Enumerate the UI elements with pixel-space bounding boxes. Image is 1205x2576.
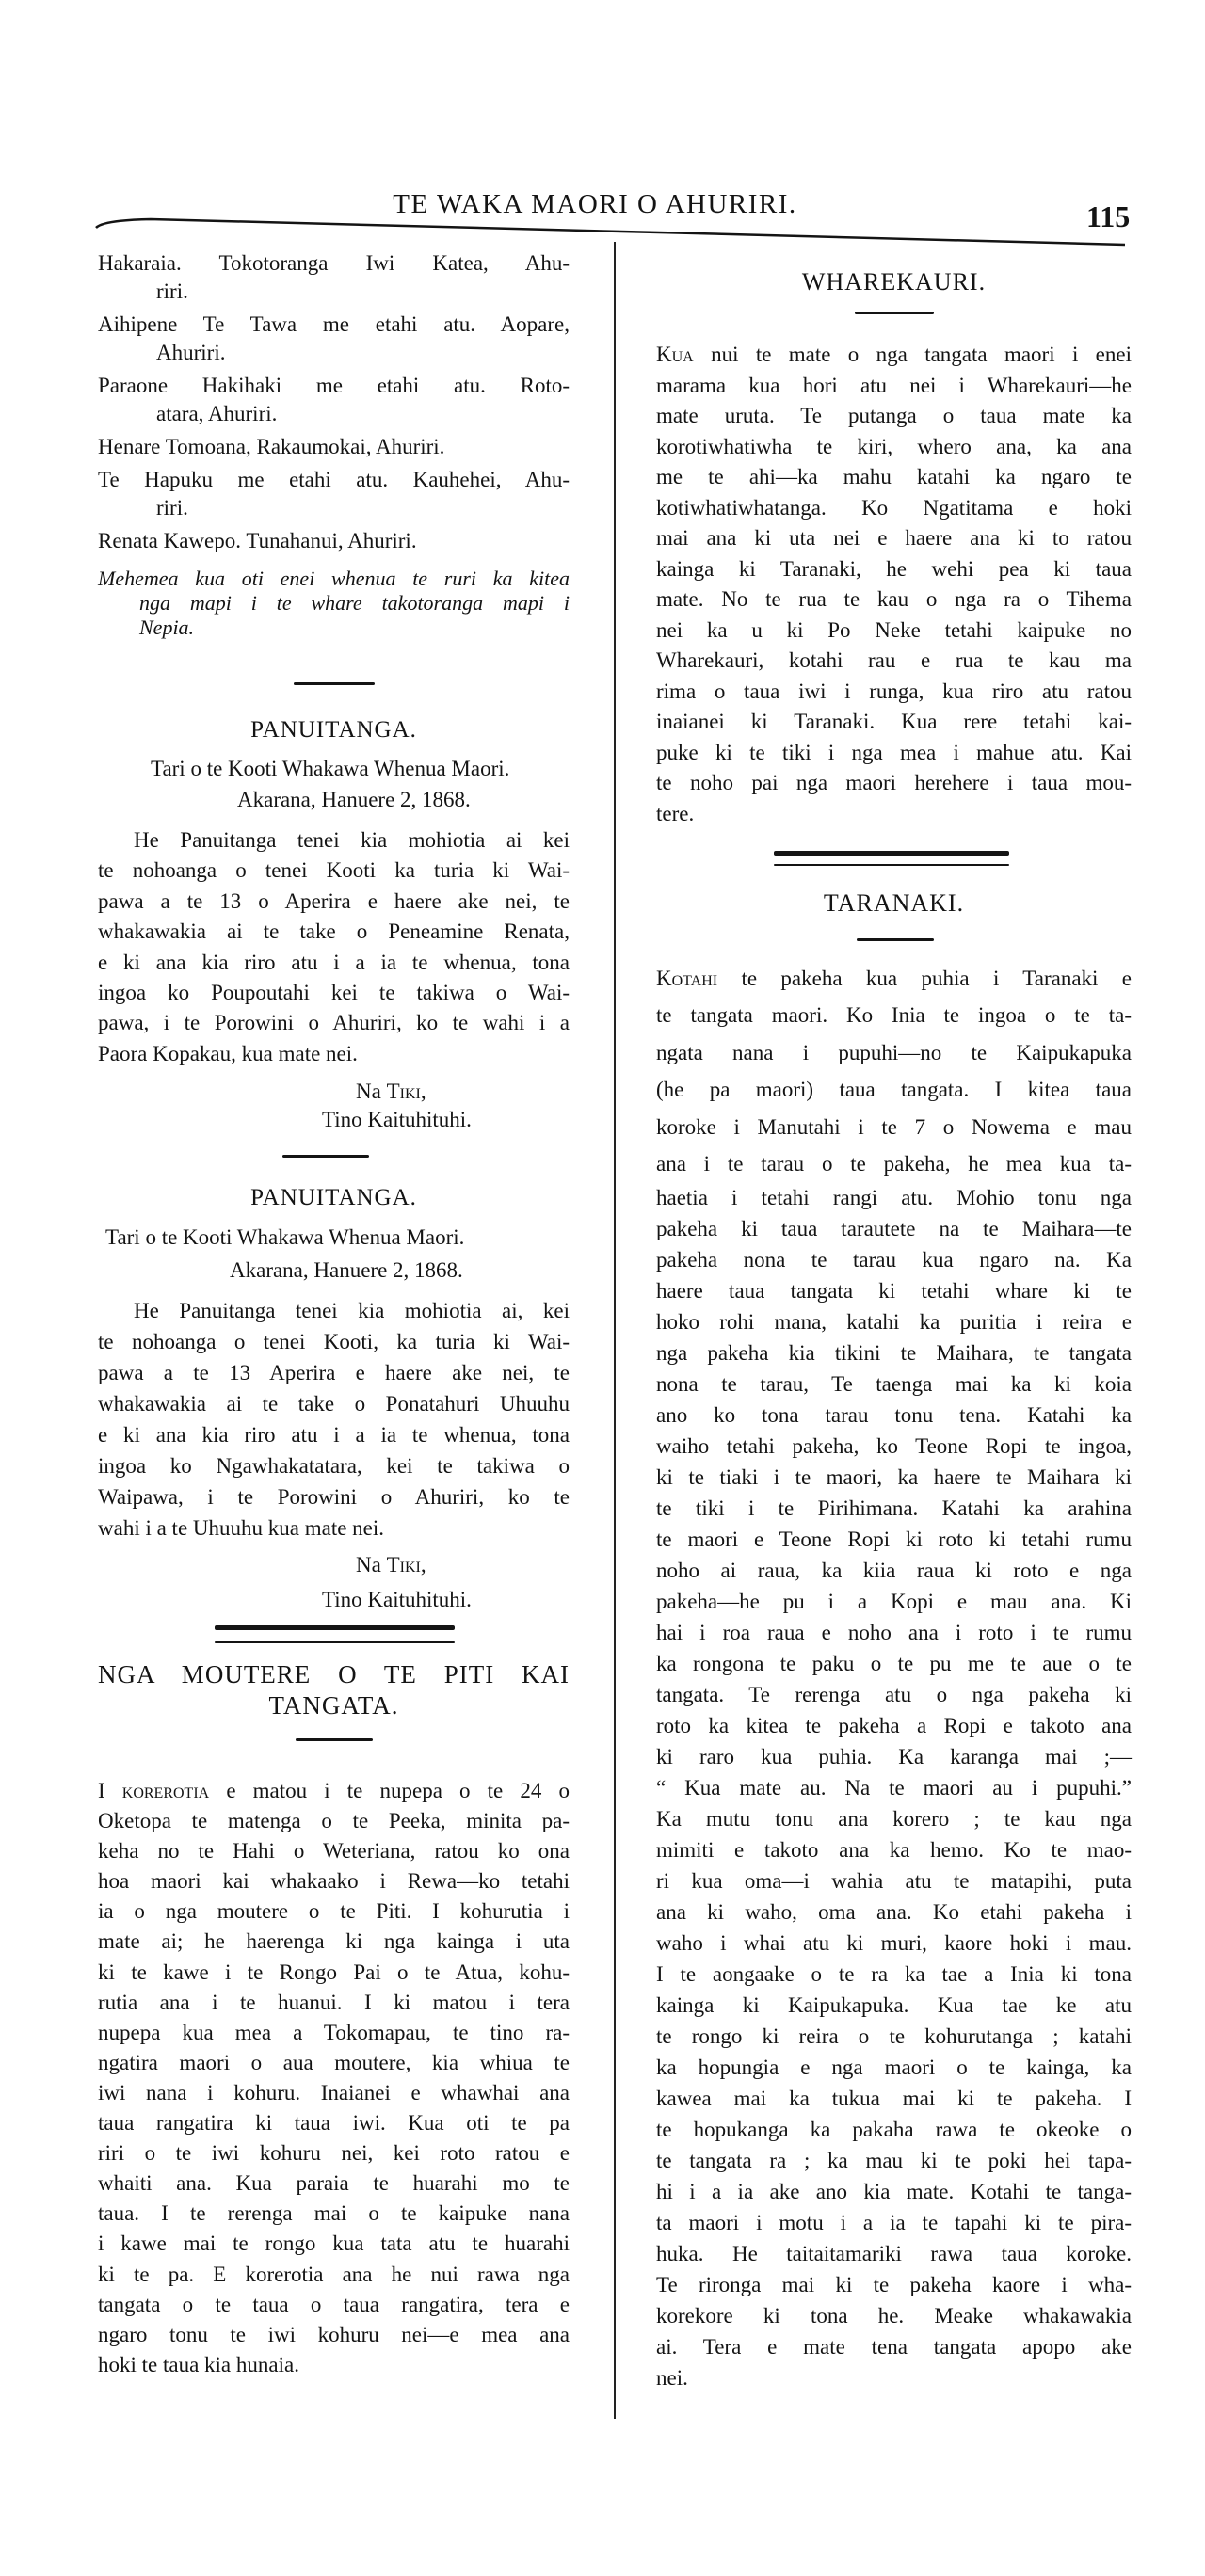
text-line: atara, Ahuriri. xyxy=(156,402,278,425)
newspaper-title: TE WAKA MAORI O AHURIRI. xyxy=(393,189,797,219)
notice-date: Akarana, Hanuere 2, 1868. xyxy=(230,1258,463,1282)
text-line: ki te pa. E korerotia ana he nui rawa nga xyxy=(98,2262,570,2286)
lead-words: Kotahi xyxy=(656,967,718,990)
text-line: mate ai; he haerenga ki nga kainga i uta xyxy=(98,1929,570,1954)
text-line: ta maori i motu i a ia te tapahi ki te pira- xyxy=(656,2211,1132,2235)
text-line: haere taua tangata ki tetahi whare ki te xyxy=(656,1279,1132,1304)
text-line: pawa a te 13 Aperira e haere ake nei, te xyxy=(98,1361,570,1384)
text-line: Te Hapuku me etahi atu. Kauhehei, Ahu- xyxy=(98,468,570,491)
text-line: tangata o te taua o taua rangatira, tera e xyxy=(98,2292,570,2316)
text-line: I te aongaake o te ra ka tae a Inia ki tona xyxy=(656,1962,1132,1987)
signature-na: Na xyxy=(356,1080,381,1103)
text-line: te tangata maori. Ko Inia te ingoa o te ta- xyxy=(656,1003,1132,1028)
text-line: marama kua hori atu nei i Wharekauri—he xyxy=(656,373,1132,397)
lead-words: I korerotia xyxy=(98,1779,210,1802)
text-line: riri. xyxy=(156,496,188,520)
text-line: te tangata ra ; ka mau ki te poki hei tapa- xyxy=(656,2149,1132,2173)
text-line: te nohoanga o tenei Kooti ka turia ki Wai- xyxy=(98,858,570,883)
section-rule xyxy=(282,1155,369,1158)
text-line: Paraone Hakihaki me etahi atu. Roto- xyxy=(98,374,570,397)
text-line: whaiti ana. Kua paraia te huarahi mo te xyxy=(98,2171,570,2196)
text-line: ngatira maori o aua moutere, kia whiua te xyxy=(98,2050,570,2074)
text-line: He Panuitanga tenei kia mohiotia ai, kei xyxy=(134,1299,570,1322)
text-line: te rongo ki reira o te kohurutanga ; katahi xyxy=(656,2024,1132,2049)
signature-name: Tiki, xyxy=(386,1080,426,1103)
column-divider xyxy=(614,242,616,2419)
article-body xyxy=(98,1776,570,2380)
text-line: korekore ki tona he. Meake whakawakia xyxy=(656,2304,1132,2328)
text-line: ai. Tera e mate tena tangata apopo ake xyxy=(656,2335,1132,2360)
text-line: Henare Tomoana, Rakaumokai, Ahuriri. xyxy=(98,435,445,458)
text-line: waho i whai atu ki muri, kaore hoki i mau. xyxy=(656,1931,1132,1956)
text-line: Ka mutu tonu ana korero ; te kau nga xyxy=(656,1807,1132,1832)
text-line: nga pakeha kia tikini te Maihara, te tangata xyxy=(656,1341,1132,1366)
signature-title: Tino Kaituhituhi. xyxy=(322,1108,472,1131)
text-line: Wharekauri, kotahi rau e rua te kau ma xyxy=(656,648,1132,672)
text-line: hoko rohi mana, katahi ka puritia i reira e xyxy=(656,1310,1132,1335)
line-rest: e matou i te nupepa o te 24 o xyxy=(209,1779,570,1802)
text-line: pakeha nona te tarau kua ngaro na. Ka xyxy=(656,1248,1132,1272)
text-line: mai ana ki uta nei e haere ana ki to ratou xyxy=(656,526,1132,550)
text-line: tere. xyxy=(656,801,695,825)
section-heading: TARANAKI. xyxy=(823,889,965,917)
text-line xyxy=(656,340,1132,371)
text-line: nei. xyxy=(656,2366,688,2391)
text-line: haetia i tetahi rangi atu. Mohio tonu nga xyxy=(656,1186,1132,1210)
text-line: e ki ana kia riro atu i a ia te whenua, tona xyxy=(98,1423,570,1447)
section-heading: PANUITANGA. xyxy=(250,717,417,743)
text-line: pawa, i te Porowini o Ahuriri, ko te wahi i a xyxy=(98,1011,570,1035)
section-heading: PANUITANGA. xyxy=(250,1185,417,1210)
text-line: te noho pai nga maori herehere i taua mou- xyxy=(656,771,1132,794)
text-line: (he pa maori) taua tangata. I kitea taua xyxy=(656,1078,1132,1102)
text-line: ana ki waho, oma ana. Ko etahi pakeha i xyxy=(656,1900,1132,1925)
text-line: kotiwhatiwhatanga. Ko Ngatitama e hoki xyxy=(656,495,1132,520)
text-line: e ki ana kia riro atu i a ia te whenua, tona xyxy=(98,950,570,974)
text-line: wahi i a te Uhuuhu kua mate nei. xyxy=(98,1516,385,1540)
text-line: taua rangatira ki taua iwi. Kua oti te pa xyxy=(98,2111,570,2136)
section-rule xyxy=(855,312,934,314)
text-line: kainga ki Taranaki, he wehi pea ki taua xyxy=(656,556,1132,581)
text-line: Mehemea kua oti enei whenua te ruri ka kitea xyxy=(98,567,570,590)
text-line: ngata nana i pupuhi—no te Kaipukapuka xyxy=(656,1040,1132,1064)
text-line: Aihipene Te Tawa me etahi atu. Aopare, xyxy=(98,312,570,336)
text-line: taua. I te rerenga mai o te kaipuke nana xyxy=(98,2201,570,2226)
text-line: me te ahi—ka mahu katahi ka ngaro te xyxy=(656,465,1132,488)
section-heading: WHAREKAURI. xyxy=(801,268,987,296)
text-line: ingoa ko Ngawhakatatara, kei te takiwa o xyxy=(98,1454,570,1478)
text-line: whakawakia ai te take o Ponatahuri Uhuuhu xyxy=(98,1392,570,1416)
text-line: rima o taua iwi i runga, kua riro atu ratou xyxy=(656,679,1132,703)
signature-na: Na xyxy=(356,1553,381,1576)
text-line: kawea mai ka tukua mai ki te pakeha. I xyxy=(656,2087,1132,2111)
text-line: ana i te tarau o te pakeha, he mea kua ta- xyxy=(656,1151,1132,1176)
section-rule xyxy=(857,938,934,941)
text-line: te hopukanga ka pakaha rawa te okeoke o xyxy=(656,2118,1132,2142)
text-line: Paora Kopakau, kua mate nei. xyxy=(98,1041,358,1065)
notice-body xyxy=(98,1295,570,1544)
text-line: tangata. Te rerenga atu o nga pakeha ki xyxy=(656,1683,1132,1707)
text-line: pakeha—he pu i a Kopi e mau ana. Ki xyxy=(656,1590,1132,1614)
article-heading-line2: TANGATA. xyxy=(268,1691,399,1720)
text-line: riri. xyxy=(156,280,188,303)
text-line: ri kua oma—i wahia atu te matapihi, puta xyxy=(656,1869,1132,1894)
line-rest: te pakeha kua puhia i Taranaki e xyxy=(717,967,1132,990)
double-rule-thin xyxy=(774,864,1009,866)
text-line: ka rongona te paku o te pu me te aue o te xyxy=(656,1652,1132,1676)
text-line: ngaro tonu te iwi kohuru nei—e mea ana xyxy=(98,2322,570,2346)
list-item xyxy=(98,249,570,306)
signature-name: Tiki, xyxy=(386,1553,426,1576)
text-line: i kawe mai te rongo kua tata atu te huarahi xyxy=(98,2232,570,2256)
text-line: ia o nga moutere o te Piti. I kohurutia i xyxy=(98,1899,570,1924)
text-line: huka. He taitaitamariki rawa taua koroke. xyxy=(656,2242,1132,2266)
double-rule-thin xyxy=(215,1641,455,1643)
text-line: hai i roa raua e noho ana i roto i te rumu xyxy=(656,1621,1132,1645)
text-line: pawa a te 13 o Aperira e haere ake nei, te xyxy=(98,888,570,913)
text-line: ka hopungia e nga maori o te kainga, ka xyxy=(656,2056,1132,2080)
signature-title: Tino Kaituhituhi. xyxy=(322,1588,472,1611)
text-line: nga mapi i te whare takotoranga mapi i xyxy=(139,591,570,615)
double-rule-thick xyxy=(215,1625,455,1630)
survey-map-list xyxy=(98,249,570,560)
notice-signature xyxy=(356,1550,426,1580)
text-line: nona te tarau, Te taenga mai ka ki koia xyxy=(656,1372,1132,1397)
article-heading: NGA MOUTERE O TE PITI KAI xyxy=(98,1660,570,1688)
double-rule-thick xyxy=(774,851,1009,856)
text-line: Nepia. xyxy=(139,616,195,639)
text-line: noho ai raua, ka kiia raua ki roto e nga xyxy=(656,1559,1132,1583)
list-item xyxy=(98,372,570,428)
text-line: nei ka u ki Po Neke tetahi kaipuke no xyxy=(656,617,1132,642)
text-line xyxy=(98,1776,570,1806)
list-item xyxy=(98,466,570,522)
text-line: riri o te iwi kohuru nei, kei roto ratou e xyxy=(98,2141,570,2166)
list-item xyxy=(98,527,570,555)
notice-body xyxy=(98,825,570,1069)
text-line: iwi nana i kohuru. Inaianei e whawhai ana xyxy=(98,2080,570,2104)
header-rule xyxy=(0,0,1205,264)
notice-office: Tari o te Kooti Whakawa Whenua Maori. xyxy=(151,757,510,780)
text-line: inaianei ki Taranaki. Kua rere tetahi kai- xyxy=(656,710,1132,733)
text-line: mate uruta. Te putanga o taua mate ka xyxy=(656,404,1132,427)
text-line: te tiki i te Pirihimana. Katahi ka arahina xyxy=(656,1496,1132,1521)
italic-note xyxy=(98,567,570,640)
text-line: korotiwhatiwha te kiri, whero ana, ka ana xyxy=(656,434,1132,458)
text-line: Oketopa te matenga o te Peeka, minita pa- xyxy=(98,1809,570,1833)
text-line: waiho tetahi pakeha, ko Teone Ropi te ingoa, xyxy=(656,1434,1132,1459)
notice-office: Tari o te Kooti Whakawa Whenua Maori. xyxy=(105,1225,465,1249)
page-number: 115 xyxy=(1086,200,1131,233)
text-line: kainga ki Kaipukapuka. Kua tae ke atu xyxy=(656,1993,1132,2018)
text-line: Te rironga mai ki te pakeha kaore i wha- xyxy=(656,2273,1132,2297)
text-line: Renata Kawepo. Tunahanui, Ahuriri. xyxy=(98,529,417,552)
text-line: puke ki te tiki i nga mea i mahue atu. Kai xyxy=(656,740,1132,764)
text-line: keha no te Hahi o Weteriana, ratou ko ona xyxy=(98,1839,570,1864)
text-line: Hakaraia. Tokotoranga Iwi Katea, Ahu- xyxy=(98,251,570,275)
text-line: roto ka kitea te pakeha a Ropi e takoto ana xyxy=(656,1714,1132,1738)
text-line: Waipawa, i te Porowini o Ahuriri, ko te xyxy=(98,1485,570,1509)
text-line: te nohoanga o tenei Kooti, ka turia ki Wai- xyxy=(98,1330,570,1353)
notice-date: Akarana, Hanuere 2, 1868. xyxy=(237,788,471,811)
text-line xyxy=(656,960,1132,997)
text-line: ano ko tona tarau tonu tena. Katahi ka xyxy=(656,1403,1132,1428)
list-item xyxy=(98,311,570,367)
text-line: nupepa kua mea a Tokomapau, te tino ra- xyxy=(98,2020,570,2044)
text-line: Ahuriri. xyxy=(156,341,226,364)
article-body xyxy=(656,960,1132,2393)
text-line: rutia ana i te huanui. I ki matou i tera xyxy=(98,1990,570,2014)
text-line: “ Kua mate au. Na te maori au i pupuhi.” xyxy=(656,1776,1132,1800)
article-body xyxy=(656,340,1132,829)
text-line: hi i a ia ake ano kia mate. Kotahi te tanga- xyxy=(656,2180,1132,2204)
line-rest: nui te mate o nga tangata maori i enei xyxy=(693,343,1132,366)
lead-words: Kua xyxy=(656,343,694,366)
text-line: koroke i Manutahi i te 7 o Nowema e mau xyxy=(656,1114,1132,1139)
notice-signature xyxy=(356,1077,426,1107)
text-line: mate. No te rua te kau o nga ra o Tihema xyxy=(656,587,1132,611)
text-line: hoki te taua kia hunaia. xyxy=(98,2352,299,2376)
text-line: whakawakia ai te take o Peneamine Renata, xyxy=(98,920,570,944)
text-line: ingoa ko Poupoutahi kei te takiwa o Wai- xyxy=(98,980,570,1004)
text-line: ki te kawe i te Rongo Pai o te Atua, kohu- xyxy=(98,1960,570,1984)
text-line: mimiti e takoto ana ka hemo. Ko te mao- xyxy=(656,1838,1132,1863)
text-line: ki te tiaki i te maori, ka haere te Maihara ki xyxy=(656,1465,1132,1490)
section-rule xyxy=(294,682,375,685)
text-line: te maori e Teone Ropi ki roto ki tetahi rumu xyxy=(656,1528,1132,1552)
text-line: hoa maori kai whakaako i Rewa—ko tetahi xyxy=(98,1869,570,1894)
text-line: He Panuitanga tenei kia mohiotia ai kei xyxy=(134,828,570,852)
list-item xyxy=(98,433,570,461)
text-line: pakeha ki taua tarautete na te Maihara—te xyxy=(656,1217,1132,1241)
text-line: ki raro kua puhia. Ka karanga mai ;— xyxy=(656,1745,1132,1769)
section-rule xyxy=(296,1738,373,1741)
